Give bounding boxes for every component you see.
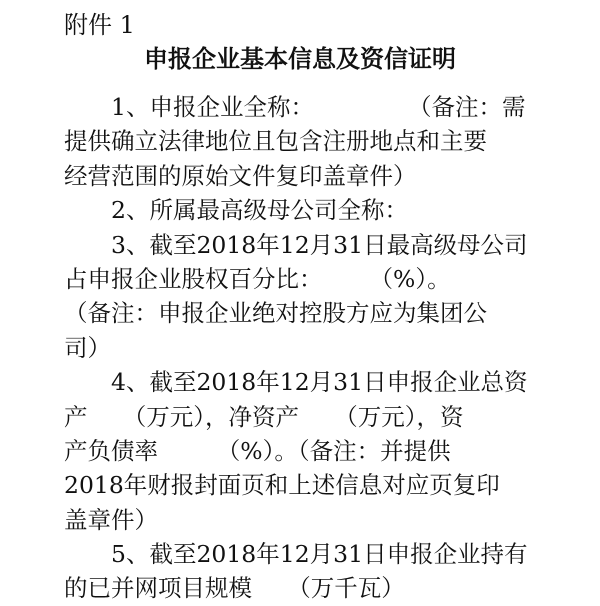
document-body [64, 90, 578, 606]
body-line: 2、所属最高级母公司全称： [111, 196, 408, 225]
body-line: 产负债率 （%）。（备注：并提供 [64, 436, 451, 465]
body-line: 经营范围的原始文件复印盖章件） [64, 161, 417, 190]
body-line: 4、截至2018年12月31日申报企业总资 [111, 368, 528, 397]
body-line: 3、截至2018年12月31日最高级母公司 [111, 230, 528, 259]
body-line: 司） [64, 333, 111, 362]
body-line: 占申报企业股权百分比： （%）。 [64, 264, 451, 293]
body-line: 2018年财报封面页和上述信息对应页复印 [64, 471, 500, 500]
body-line: 1、申报企业全称： （备注：需 [111, 93, 526, 121]
document-title: 申报企业基本信息及资信证明 [144, 45, 456, 73]
attachment-label: 附件 1 [64, 11, 135, 39]
body-line: （备注：申报企业绝对控股方应为集团公 [64, 299, 487, 328]
body-line: 产 （万元），净资产 （万元），资 [64, 402, 464, 431]
body-line: 5、截至2018年12月31日申报企业持有 [111, 540, 528, 569]
body-line: 盖章件） [64, 505, 158, 534]
body-line: 提供确立法律地位且包含注册地点和主要 [64, 127, 487, 156]
body-line: 的已并网项目规模 （万千瓦） [64, 574, 405, 603]
